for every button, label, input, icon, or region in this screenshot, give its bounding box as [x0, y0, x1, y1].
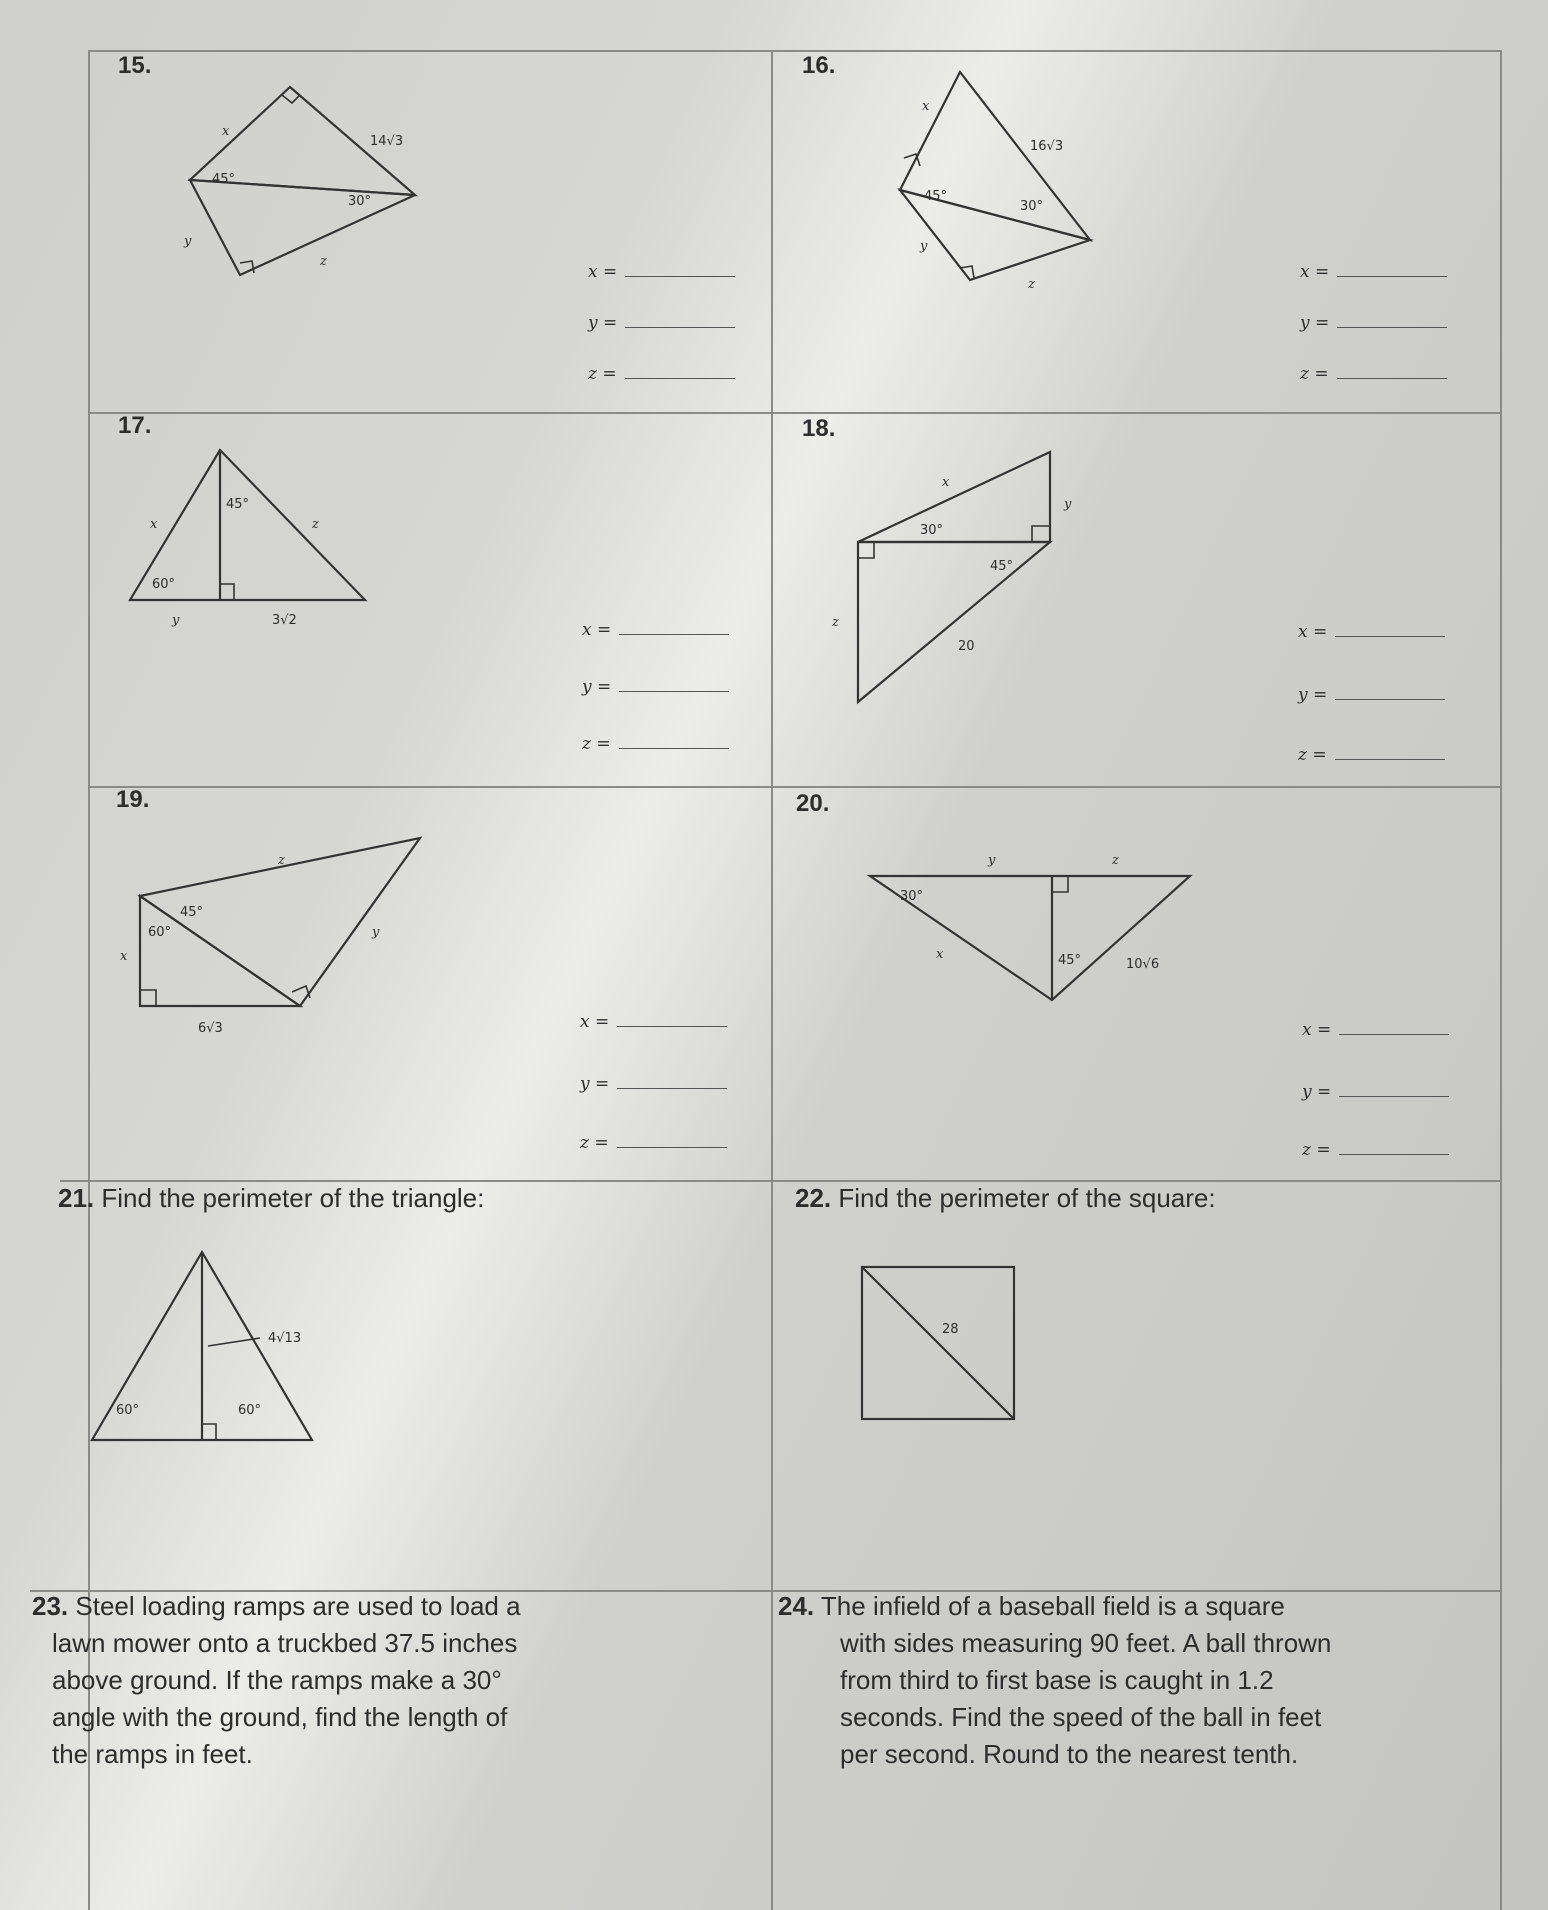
p19-angle-a: 45°	[180, 905, 204, 920]
p19-label-y: y	[372, 925, 380, 940]
grid-row-1	[88, 412, 1502, 414]
p24-line: from third to first base is caught in 1.2	[840, 1665, 1274, 1695]
problem-23-number: 23.	[32, 1591, 69, 1621]
answer-blank[interactable]	[1335, 635, 1445, 637]
problem-20-figure	[860, 840, 1200, 1025]
problem-19-figure	[120, 836, 440, 1041]
p19-base: 6√3	[198, 1021, 223, 1036]
answer-blank[interactable]	[1339, 1033, 1449, 1035]
p16-label-y: y	[920, 239, 928, 254]
p15-label-x: x	[222, 124, 230, 139]
p17-angle-top: 45°	[226, 497, 250, 512]
p19-answer-y[interactable]	[580, 1074, 727, 1094]
answer-prompt: x =	[1298, 622, 1328, 642]
answer-prompt: z =	[1300, 364, 1329, 384]
p18-label-y: y	[1064, 497, 1072, 512]
answer-blank[interactable]	[1335, 698, 1445, 700]
grid-vertical-right	[1500, 50, 1502, 1910]
answer-prompt: z =	[1302, 1140, 1331, 1160]
answer-blank[interactable]	[617, 1087, 727, 1089]
answer-blank[interactable]	[1339, 1095, 1449, 1097]
p15-label-y: y	[184, 234, 192, 249]
p17-angle-left: 60°	[152, 577, 176, 592]
p15-angle-a: 45°	[212, 172, 236, 187]
problem-15-figure	[170, 85, 430, 290]
p18-angle-a: 30°	[920, 523, 944, 538]
problem-21-figure	[90, 1250, 330, 1455]
answer-blank[interactable]	[1339, 1153, 1449, 1155]
problem-21-heading	[58, 1180, 484, 1217]
answer-prompt: y =	[1300, 313, 1330, 333]
problem-17-figure	[120, 448, 380, 653]
p18-answer-x[interactable]	[1298, 622, 1445, 642]
p21-angle-right: 60°	[238, 1403, 262, 1418]
p15-label-side: 14√3	[370, 134, 404, 149]
p20-angle-a: 30°	[900, 889, 924, 904]
p23-line	[32, 1588, 752, 1625]
p16-angle-b: 30°	[1020, 199, 1044, 214]
p23-line: angle with the ground, find the length of	[52, 1702, 508, 1732]
answer-prompt: x =	[1300, 262, 1330, 282]
problem-21-number: 21.	[58, 1183, 95, 1213]
p18-side: 20	[958, 639, 975, 654]
problem-16-figure	[880, 70, 1120, 295]
p23-line: lawn mower onto a truckbed 37.5 inches	[52, 1628, 518, 1658]
problem-18-number: 18.	[802, 415, 836, 442]
answer-prompt: z =	[580, 1133, 609, 1153]
answer-blank[interactable]	[617, 1025, 727, 1027]
p19-answer-x[interactable]	[580, 1012, 727, 1032]
p15-answer-y[interactable]	[588, 313, 735, 333]
p16-label-side: 16√3	[1030, 139, 1064, 154]
answer-prompt: y =	[1298, 685, 1328, 705]
p20-side: 10√6	[1126, 957, 1160, 972]
problem-22-figure	[860, 1265, 1020, 1430]
problem-24-number: 24.	[778, 1591, 815, 1621]
p15-answer-z[interactable]	[588, 364, 735, 384]
problem-19-number: 19.	[116, 786, 150, 813]
problem-23-text	[32, 1588, 752, 1773]
p21-angle-left: 60°	[116, 1403, 140, 1418]
p20-angle-b: 45°	[1058, 953, 1082, 968]
p18-answer-y[interactable]	[1298, 685, 1445, 705]
p16-answer-x[interactable]	[1300, 262, 1447, 282]
p23-line: above ground. If the ramps make a 30°	[52, 1665, 502, 1695]
problem-17-number: 17.	[118, 412, 152, 439]
answer-blank[interactable]	[619, 633, 729, 635]
p22-diagonal: 28	[942, 1322, 959, 1337]
answer-blank[interactable]	[625, 377, 735, 379]
p15-angle-b: 30°	[348, 194, 372, 209]
problem-22-heading	[795, 1180, 1216, 1217]
p24-line: per second. Round to the nearest tenth.	[840, 1739, 1299, 1769]
answer-blank[interactable]	[619, 747, 729, 749]
answer-blank[interactable]	[619, 690, 729, 692]
p16-label-x: x	[922, 99, 930, 114]
p23-line: the ramps in feet.	[52, 1739, 253, 1769]
p15-answer-x[interactable]	[588, 262, 735, 282]
p24-line	[778, 1588, 1498, 1625]
answer-blank[interactable]	[1337, 377, 1447, 379]
p20-answer-y[interactable]	[1302, 1082, 1449, 1102]
p23-line-text: Steel loading ramps are used to load a	[75, 1591, 521, 1621]
problem-18-figure	[832, 450, 1072, 715]
problem-16-number: 16.	[802, 52, 836, 79]
answer-blank[interactable]	[625, 326, 735, 328]
p17-answer-y[interactable]	[582, 677, 729, 697]
p20-answer-z[interactable]	[1302, 1140, 1449, 1160]
p18-answer-z[interactable]	[1298, 745, 1445, 765]
answer-prompt: y =	[580, 1074, 610, 1094]
problem-24-text	[778, 1588, 1498, 1773]
p15-label-z: z	[320, 254, 327, 269]
answer-prompt: x =	[580, 1012, 610, 1032]
p16-angle-a: 45°	[924, 189, 948, 204]
answer-prompt: x =	[582, 620, 612, 640]
answer-blank[interactable]	[617, 1146, 727, 1148]
answer-blank[interactable]	[1335, 758, 1445, 760]
answer-blank[interactable]	[1337, 275, 1447, 277]
answer-prompt: x =	[1302, 1020, 1332, 1040]
answer-prompt: z =	[582, 734, 611, 754]
p24-line-text: The infield of a baseball field is a square	[820, 1591, 1285, 1621]
problem-20-number: 20.	[796, 790, 830, 817]
grid-row-top	[88, 50, 1502, 52]
p16-answer-z[interactable]	[1300, 364, 1447, 384]
p20-label-z: z	[1112, 853, 1119, 868]
p20-label-y: y	[988, 853, 996, 868]
p17-answer-z[interactable]	[582, 734, 729, 754]
p17-base-part: 3√2	[272, 613, 297, 628]
p18-label-x: x	[942, 475, 950, 490]
answer-prompt: y =	[582, 677, 612, 697]
p17-answer-x[interactable]	[582, 620, 729, 640]
grid-vertical-middle	[771, 50, 773, 1910]
p19-answer-z[interactable]	[580, 1133, 727, 1153]
p16-label-z: z	[1028, 277, 1035, 292]
grid-row-2	[88, 786, 1502, 788]
answer-blank[interactable]	[625, 275, 735, 277]
problem-21-text: Find the perimeter of the triangle:	[101, 1183, 485, 1213]
answer-prompt: z =	[1298, 745, 1327, 765]
p18-label-z: z	[832, 615, 839, 630]
p17-label-x: x	[150, 517, 158, 532]
problem-15-number: 15.	[118, 52, 152, 79]
p17-label-z: z	[312, 517, 319, 532]
p19-label-z: z	[278, 853, 285, 868]
p19-label-x: x	[120, 949, 128, 964]
p19-angle-b: 60°	[148, 925, 172, 940]
p20-answer-x[interactable]	[1302, 1020, 1449, 1040]
answer-blank[interactable]	[1337, 326, 1447, 328]
p16-answer-y[interactable]	[1300, 313, 1447, 333]
answer-prompt: z =	[588, 364, 617, 384]
p18-angle-b: 45°	[990, 559, 1014, 574]
p21-altitude: 4√13	[268, 1331, 302, 1346]
p17-label-y: y	[172, 613, 180, 628]
answer-prompt: y =	[588, 313, 618, 333]
answer-prompt: x =	[588, 262, 618, 282]
p24-line: with sides measuring 90 feet. A ball thrown	[840, 1628, 1332, 1658]
p24-line: seconds. Find the speed of the ball in feet	[840, 1702, 1322, 1732]
answer-prompt: y =	[1302, 1082, 1332, 1102]
problem-22-text: Find the perimeter of the square:	[838, 1183, 1216, 1213]
p20-label-x: x	[936, 947, 944, 962]
problem-22-number: 22.	[795, 1183, 832, 1213]
